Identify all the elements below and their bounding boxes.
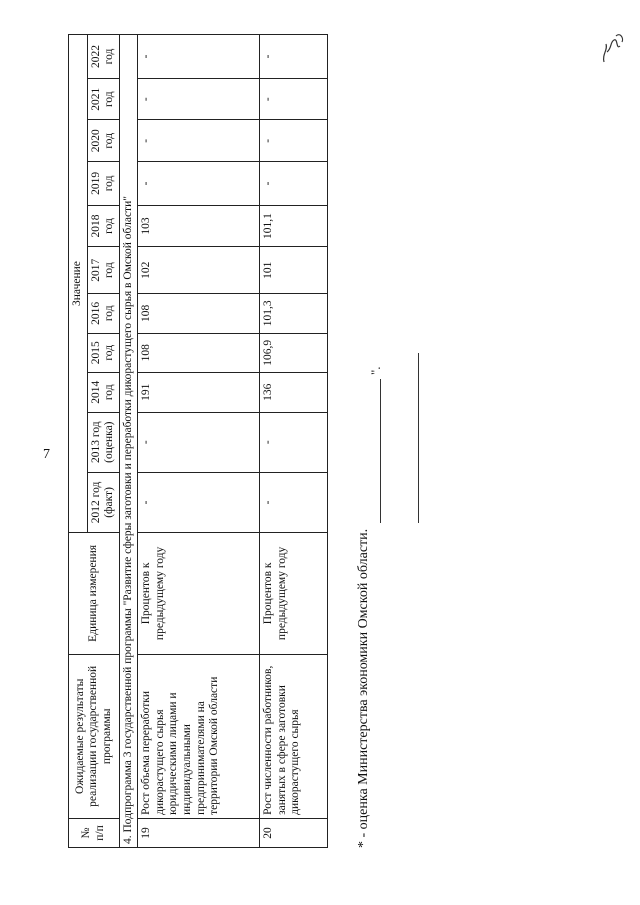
row-value: 101,1	[260, 205, 328, 247]
section-title: 4. Подпрограмма 3 государственной программы "Развитие сферы заготовки и переработки дикорастущего сырья в Омской области"	[119, 35, 138, 848]
row-value: -	[260, 472, 328, 532]
row-value: -	[260, 78, 328, 120]
footnote: * - оценка Министерства экономики Омской области.	[356, 528, 371, 848]
header-year: 2013 год (оценка)	[87, 412, 119, 472]
header-year: 2017 год	[87, 247, 119, 294]
row-value: -	[138, 35, 260, 79]
row-value: -	[260, 120, 328, 162]
row-value: -	[260, 412, 328, 472]
row-num: 19	[138, 818, 260, 847]
header-unit: Единица измерения	[69, 533, 120, 655]
row-value: 106,9	[260, 333, 328, 372]
header-year: 2015 год	[87, 333, 119, 372]
signature-line	[418, 353, 419, 523]
header-row-1	[69, 35, 88, 848]
row-value: 136	[260, 373, 328, 412]
signature-line	[380, 379, 381, 523]
row-value: -	[260, 35, 328, 79]
row-value: 108	[138, 294, 260, 333]
table-row	[138, 35, 260, 848]
closing-quote: ".	[368, 366, 383, 375]
row-value: 102	[138, 247, 260, 294]
header-year: 2021 год	[87, 78, 119, 120]
indicators-table	[68, 34, 328, 848]
handwritten-mark	[598, 28, 628, 68]
row-name: Рост численности работников, занятых в сфере заготовки дикорастущего сырья	[260, 654, 328, 818]
header-year: 2018 год	[87, 205, 119, 247]
header-year: 2016 год	[87, 294, 119, 333]
row-name: Рост объема переработки дикорастущего сырья юридическими лицами и индивидуальными предпринимателями на территории Омской области	[138, 654, 260, 818]
header-year: 2019 год	[87, 162, 119, 206]
header-year: 2022 год	[87, 35, 119, 79]
page-number: 7	[43, 447, 50, 462]
row-value: -	[138, 120, 260, 162]
header-results: Ожидаемые результаты реализации государственной программы	[69, 654, 120, 818]
row-unit: Процентов к предыдущему году	[260, 533, 328, 655]
header-value: Значение	[69, 35, 88, 533]
row-value: -	[260, 162, 328, 206]
header-year: 2020 год	[87, 120, 119, 162]
table-row	[260, 35, 328, 848]
row-value: -	[138, 472, 260, 532]
header-num: № п/п	[69, 818, 120, 847]
row-value: -	[138, 412, 260, 472]
row-value: -	[138, 78, 260, 120]
row-num: 20	[260, 818, 328, 847]
row-unit: Процентов к предыдущему году	[138, 533, 260, 655]
header-year: 2014 год	[87, 373, 119, 412]
row-value: 101,3	[260, 294, 328, 333]
row-value: -	[138, 162, 260, 206]
header-year: 2012 год (факт)	[87, 472, 119, 532]
row-value: 191	[138, 373, 260, 412]
row-value: 101	[260, 247, 328, 294]
row-value: 108	[138, 333, 260, 372]
row-value: 103	[138, 205, 260, 247]
section-row	[119, 35, 138, 848]
